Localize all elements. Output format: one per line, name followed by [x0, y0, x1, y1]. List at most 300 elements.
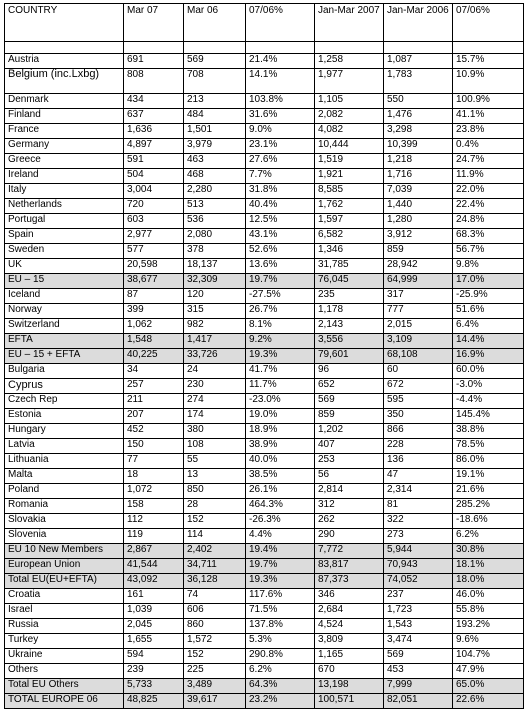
jan-mar-2007-cell: 1,519: [315, 154, 384, 169]
jan-mar-2006-cell: 1,218: [384, 154, 453, 169]
ytd-change-cell: 23.8%: [453, 124, 524, 139]
table-row: [5, 409, 524, 424]
jan-mar-2007-cell: 31,785: [315, 259, 384, 274]
jan-mar-2007-cell: 1,165: [315, 649, 384, 664]
sales-table: [4, 3, 524, 709]
country-cell: Denmark: [5, 94, 124, 109]
ytd-change-cell: 60.0%: [453, 364, 524, 379]
country-cell: Spain: [5, 229, 124, 244]
table-row: [5, 319, 524, 334]
ytd-change-cell: 30.8%: [453, 544, 524, 559]
mar-07-cell: 40,225: [124, 349, 184, 364]
mar-06-cell: 152: [184, 649, 246, 664]
country-cell: EU 10 New Members: [5, 544, 124, 559]
country-cell: Italy: [5, 184, 124, 199]
ytd-change-cell: 51.6%: [453, 304, 524, 319]
jan-mar-2007-cell: 569: [315, 394, 384, 409]
jan-mar-2006-cell: 3,912: [384, 229, 453, 244]
mar-06-cell: 536: [184, 214, 246, 229]
table-row: [5, 469, 524, 484]
jan-mar-2006-cell: 569: [384, 649, 453, 664]
table-row: [5, 679, 524, 694]
month-change-cell: 14.1%: [246, 69, 315, 94]
mar-07-cell: 591: [124, 154, 184, 169]
ytd-change-cell: 285.2%: [453, 499, 524, 514]
jan-mar-2007-cell: 235: [315, 289, 384, 304]
jan-mar-2006-cell: 81: [384, 499, 453, 514]
ytd-change-cell: 17.0%: [453, 274, 524, 289]
table-row: [5, 69, 524, 94]
header-month-change: 07/06%: [246, 4, 315, 42]
mar-06-cell: 32,309: [184, 274, 246, 289]
jan-mar-2007-cell: 290: [315, 529, 384, 544]
jan-mar-2006-cell: 672: [384, 379, 453, 394]
header-mar-07: Mar 07: [124, 4, 184, 42]
mar-07-cell: 720: [124, 199, 184, 214]
ytd-change-cell: 22.0%: [453, 184, 524, 199]
table-row: [5, 304, 524, 319]
mar-07-cell: 239: [124, 664, 184, 679]
month-change-cell: 8.1%: [246, 319, 315, 334]
country-cell: Germany: [5, 139, 124, 154]
month-change-cell: 31.8%: [246, 184, 315, 199]
ytd-change-cell: 16.9%: [453, 349, 524, 364]
mar-07-cell: 1,039: [124, 604, 184, 619]
table-row: [5, 454, 524, 469]
header-jan-mar-2007: Jan-Mar 2007: [315, 4, 384, 42]
jan-mar-2007-cell: 87,373: [315, 574, 384, 589]
month-change-cell: 52.6%: [246, 244, 315, 259]
month-change-cell: 40.0%: [246, 454, 315, 469]
jan-mar-2006-cell: 1,543: [384, 619, 453, 634]
month-change-cell: -26.3%: [246, 514, 315, 529]
jan-mar-2007-cell: 83,817: [315, 559, 384, 574]
jan-mar-2007-cell: 3,556: [315, 334, 384, 349]
table-row: [5, 154, 524, 169]
jan-mar-2007-cell: 7,772: [315, 544, 384, 559]
ytd-change-cell: 55.8%: [453, 604, 524, 619]
country-cell: Others: [5, 664, 124, 679]
ytd-change-cell: 6.2%: [453, 529, 524, 544]
jan-mar-2007-cell: 13,198: [315, 679, 384, 694]
jan-mar-2007-cell: 8,585: [315, 184, 384, 199]
ytd-change-cell: 11.9%: [453, 169, 524, 184]
mar-06-cell: 174: [184, 409, 246, 424]
jan-mar-2006-cell: 7,999: [384, 679, 453, 694]
mar-06-cell: 850: [184, 484, 246, 499]
ytd-change-cell: 104.7%: [453, 649, 524, 664]
table-row: [5, 349, 524, 364]
country-cell: EU – 15: [5, 274, 124, 289]
mar-07-cell: 1,548: [124, 334, 184, 349]
table-body: [5, 4, 524, 709]
jan-mar-2006-cell: 1,783: [384, 69, 453, 94]
table-row: [5, 139, 524, 154]
jan-mar-2006-cell: 70,943: [384, 559, 453, 574]
mar-06-cell: 24: [184, 364, 246, 379]
month-change-cell: 71.5%: [246, 604, 315, 619]
mar-06-cell: 36,128: [184, 574, 246, 589]
jan-mar-2006-cell: 82,051: [384, 694, 453, 709]
country-cell: Turkey: [5, 634, 124, 649]
jan-mar-2006-cell: 228: [384, 439, 453, 454]
mar-07-cell: 1,062: [124, 319, 184, 334]
jan-mar-2007-cell: 3,809: [315, 634, 384, 649]
mar-07-cell: 112: [124, 514, 184, 529]
mar-06-cell: 860: [184, 619, 246, 634]
mar-06-cell: 1,501: [184, 124, 246, 139]
mar-06-cell: 315: [184, 304, 246, 319]
spacer-cell: [453, 42, 524, 54]
jan-mar-2006-cell: 3,298: [384, 124, 453, 139]
table-row: [5, 589, 524, 604]
jan-mar-2007-cell: 253: [315, 454, 384, 469]
month-change-cell: 11.7%: [246, 379, 315, 394]
table-row: [5, 199, 524, 214]
month-change-cell: 19.7%: [246, 559, 315, 574]
mar-07-cell: 34: [124, 364, 184, 379]
header-row: [5, 4, 524, 42]
header-ytd-change: 07/06%: [453, 4, 524, 42]
mar-07-cell: 4,897: [124, 139, 184, 154]
country-cell: UK: [5, 259, 124, 274]
country-cell: Cyprus: [5, 379, 124, 394]
month-change-cell: 18.9%: [246, 424, 315, 439]
ytd-change-cell: 86.0%: [453, 454, 524, 469]
jan-mar-2006-cell: 136: [384, 454, 453, 469]
mar-07-cell: 504: [124, 169, 184, 184]
jan-mar-2007-cell: 1,597: [315, 214, 384, 229]
jan-mar-2006-cell: 1,280: [384, 214, 453, 229]
mar-06-cell: 2,080: [184, 229, 246, 244]
month-change-cell: 290.8%: [246, 649, 315, 664]
mar-06-cell: 1,417: [184, 334, 246, 349]
mar-07-cell: 808: [124, 69, 184, 94]
jan-mar-2007-cell: 407: [315, 439, 384, 454]
country-cell: Iceland: [5, 289, 124, 304]
mar-07-cell: 211: [124, 394, 184, 409]
jan-mar-2006-cell: 453: [384, 664, 453, 679]
table-row: [5, 604, 524, 619]
mar-06-cell: 152: [184, 514, 246, 529]
table-row: [5, 169, 524, 184]
jan-mar-2007-cell: 2,814: [315, 484, 384, 499]
ytd-change-cell: 21.6%: [453, 484, 524, 499]
mar-06-cell: 13: [184, 469, 246, 484]
ytd-change-cell: 68.3%: [453, 229, 524, 244]
ytd-change-cell: -25.9%: [453, 289, 524, 304]
mar-06-cell: 28: [184, 499, 246, 514]
jan-mar-2006-cell: 866: [384, 424, 453, 439]
table-row: [5, 619, 524, 634]
country-cell: Croatia: [5, 589, 124, 604]
mar-07-cell: 691: [124, 54, 184, 69]
country-cell: Bulgaria: [5, 364, 124, 379]
ytd-change-cell: 47.9%: [453, 664, 524, 679]
country-cell: Slovenia: [5, 529, 124, 544]
month-change-cell: 4.4%: [246, 529, 315, 544]
jan-mar-2006-cell: 2,015: [384, 319, 453, 334]
mar-06-cell: 513: [184, 199, 246, 214]
month-change-cell: 26.1%: [246, 484, 315, 499]
mar-07-cell: 119: [124, 529, 184, 544]
spacer-cell: [315, 42, 384, 54]
table-row: [5, 529, 524, 544]
mar-07-cell: 87: [124, 289, 184, 304]
table-row: [5, 214, 524, 229]
mar-06-cell: 3,489: [184, 679, 246, 694]
jan-mar-2007-cell: 262: [315, 514, 384, 529]
ytd-change-cell: 24.8%: [453, 214, 524, 229]
jan-mar-2007-cell: 1,258: [315, 54, 384, 69]
mar-06-cell: 708: [184, 69, 246, 94]
jan-mar-2007-cell: 4,082: [315, 124, 384, 139]
jan-mar-2007-cell: 96: [315, 364, 384, 379]
country-cell: Russia: [5, 619, 124, 634]
country-cell: Latvia: [5, 439, 124, 454]
spacer-cell: [384, 42, 453, 54]
month-change-cell: 27.6%: [246, 154, 315, 169]
ytd-change-cell: 6.4%: [453, 319, 524, 334]
table-row: [5, 439, 524, 454]
ytd-change-cell: 65.0%: [453, 679, 524, 694]
mar-07-cell: 399: [124, 304, 184, 319]
jan-mar-2007-cell: 79,601: [315, 349, 384, 364]
mar-07-cell: 2,045: [124, 619, 184, 634]
ytd-change-cell: 22.6%: [453, 694, 524, 709]
month-change-cell: 21.4%: [246, 54, 315, 69]
jan-mar-2007-cell: 1,977: [315, 69, 384, 94]
month-change-cell: 6.2%: [246, 664, 315, 679]
mar-07-cell: 434: [124, 94, 184, 109]
ytd-change-cell: 38.8%: [453, 424, 524, 439]
month-change-cell: 38.5%: [246, 469, 315, 484]
ytd-change-cell: 10.9%: [453, 69, 524, 94]
jan-mar-2006-cell: 777: [384, 304, 453, 319]
mar-07-cell: 603: [124, 214, 184, 229]
jan-mar-2006-cell: 1,723: [384, 604, 453, 619]
jan-mar-2006-cell: 7,039: [384, 184, 453, 199]
month-change-cell: 41.7%: [246, 364, 315, 379]
jan-mar-2006-cell: 74,052: [384, 574, 453, 589]
jan-mar-2006-cell: 1,087: [384, 54, 453, 69]
ytd-change-cell: 9.6%: [453, 634, 524, 649]
mar-06-cell: 230: [184, 379, 246, 394]
ytd-change-cell: 22.4%: [453, 199, 524, 214]
header-mar-06: Mar 06: [184, 4, 246, 42]
ytd-change-cell: 24.7%: [453, 154, 524, 169]
table-row: [5, 664, 524, 679]
month-change-cell: 9.0%: [246, 124, 315, 139]
mar-07-cell: 3,004: [124, 184, 184, 199]
table-row: [5, 694, 524, 709]
table-row: [5, 94, 524, 109]
country-cell: Norway: [5, 304, 124, 319]
jan-mar-2006-cell: 3,109: [384, 334, 453, 349]
mar-06-cell: 18,137: [184, 259, 246, 274]
header-country: COUNTRY: [5, 4, 124, 42]
country-cell: Belgium (inc.Lxbg): [5, 69, 124, 94]
jan-mar-2006-cell: 322: [384, 514, 453, 529]
ytd-change-cell: -4.4%: [453, 394, 524, 409]
country-cell: Estonia: [5, 409, 124, 424]
month-change-cell: 19.7%: [246, 274, 315, 289]
table-row: [5, 649, 524, 664]
mar-06-cell: 33,726: [184, 349, 246, 364]
jan-mar-2006-cell: 1,476: [384, 109, 453, 124]
spacer-cell: [124, 42, 184, 54]
mar-06-cell: 55: [184, 454, 246, 469]
ytd-change-cell: 41.1%: [453, 109, 524, 124]
country-cell: Total EU Others: [5, 679, 124, 694]
spacer-cell: [5, 42, 124, 54]
country-cell: Austria: [5, 54, 124, 69]
month-change-cell: 23.1%: [246, 139, 315, 154]
jan-mar-2006-cell: 237: [384, 589, 453, 604]
country-cell: Ireland: [5, 169, 124, 184]
ytd-change-cell: 18.1%: [453, 559, 524, 574]
jan-mar-2007-cell: 859: [315, 409, 384, 424]
mar-07-cell: 41,544: [124, 559, 184, 574]
ytd-change-cell: 56.7%: [453, 244, 524, 259]
month-change-cell: 137.8%: [246, 619, 315, 634]
table-row: [5, 259, 524, 274]
jan-mar-2006-cell: 1,716: [384, 169, 453, 184]
header-jan-mar-2006: Jan-Mar 2006: [384, 4, 453, 42]
country-cell: Slovakia: [5, 514, 124, 529]
mar-07-cell: 161: [124, 589, 184, 604]
ytd-change-cell: 145.4%: [453, 409, 524, 424]
mar-07-cell: 1,655: [124, 634, 184, 649]
ytd-change-cell: 193.2%: [453, 619, 524, 634]
ytd-change-cell: -3.0%: [453, 379, 524, 394]
mar-06-cell: 225: [184, 664, 246, 679]
jan-mar-2007-cell: 10,444: [315, 139, 384, 154]
table-row: [5, 574, 524, 589]
table-row: [5, 54, 524, 69]
country-cell: TOTAL EUROPE 06: [5, 694, 124, 709]
mar-07-cell: 452: [124, 424, 184, 439]
jan-mar-2007-cell: 1,921: [315, 169, 384, 184]
jan-mar-2007-cell: 1,202: [315, 424, 384, 439]
mar-07-cell: 150: [124, 439, 184, 454]
table-row: [5, 424, 524, 439]
mar-06-cell: 378: [184, 244, 246, 259]
jan-mar-2006-cell: 68,108: [384, 349, 453, 364]
jan-mar-2006-cell: 3,474: [384, 634, 453, 649]
country-cell: Ukraine: [5, 649, 124, 664]
jan-mar-2006-cell: 47: [384, 469, 453, 484]
table-row: [5, 394, 524, 409]
table-row: [5, 274, 524, 289]
mar-06-cell: 34,711: [184, 559, 246, 574]
table-row: [5, 184, 524, 199]
mar-07-cell: 594: [124, 649, 184, 664]
table-row: [5, 109, 524, 124]
jan-mar-2007-cell: 1,346: [315, 244, 384, 259]
table-row: [5, 364, 524, 379]
month-change-cell: 103.8%: [246, 94, 315, 109]
table-row: [5, 334, 524, 349]
country-cell: Portugal: [5, 214, 124, 229]
month-change-cell: 117.6%: [246, 589, 315, 604]
ytd-change-cell: 0.4%: [453, 139, 524, 154]
country-cell: Lithuania: [5, 454, 124, 469]
jan-mar-2007-cell: 56: [315, 469, 384, 484]
table-row: [5, 289, 524, 304]
table-row: [5, 559, 524, 574]
jan-mar-2007-cell: 2,082: [315, 109, 384, 124]
table-row: [5, 229, 524, 244]
jan-mar-2006-cell: 28,942: [384, 259, 453, 274]
month-change-cell: -23.0%: [246, 394, 315, 409]
mar-07-cell: 637: [124, 109, 184, 124]
ytd-change-cell: 78.5%: [453, 439, 524, 454]
mar-06-cell: 213: [184, 94, 246, 109]
country-cell: France: [5, 124, 124, 139]
mar-07-cell: 1,072: [124, 484, 184, 499]
table-row: [5, 379, 524, 394]
country-cell: Total EU(EU+EFTA): [5, 574, 124, 589]
jan-mar-2007-cell: 652: [315, 379, 384, 394]
month-change-cell: 464.3%: [246, 499, 315, 514]
mar-06-cell: 2,280: [184, 184, 246, 199]
table-row: [5, 244, 524, 259]
country-cell: Poland: [5, 484, 124, 499]
jan-mar-2007-cell: 346: [315, 589, 384, 604]
jan-mar-2007-cell: 100,571: [315, 694, 384, 709]
mar-06-cell: 606: [184, 604, 246, 619]
mar-07-cell: 77: [124, 454, 184, 469]
mar-07-cell: 20,598: [124, 259, 184, 274]
month-change-cell: 26.7%: [246, 304, 315, 319]
month-change-cell: 31.6%: [246, 109, 315, 124]
table-row: [5, 484, 524, 499]
mar-06-cell: 982: [184, 319, 246, 334]
country-cell: EFTA: [5, 334, 124, 349]
jan-mar-2007-cell: 1,178: [315, 304, 384, 319]
jan-mar-2006-cell: 317: [384, 289, 453, 304]
jan-mar-2007-cell: 6,582: [315, 229, 384, 244]
table-row: [5, 499, 524, 514]
mar-06-cell: 114: [184, 529, 246, 544]
country-cell: European Union: [5, 559, 124, 574]
jan-mar-2006-cell: 10,399: [384, 139, 453, 154]
jan-mar-2007-cell: 670: [315, 664, 384, 679]
month-change-cell: 7.7%: [246, 169, 315, 184]
spacer-cell: [246, 42, 315, 54]
jan-mar-2007-cell: 2,143: [315, 319, 384, 334]
jan-mar-2006-cell: 5,944: [384, 544, 453, 559]
jan-mar-2007-cell: 312: [315, 499, 384, 514]
jan-mar-2006-cell: 859: [384, 244, 453, 259]
jan-mar-2006-cell: 595: [384, 394, 453, 409]
ytd-change-cell: 46.0%: [453, 589, 524, 604]
country-cell: Hungary: [5, 424, 124, 439]
country-cell: EU – 15 + EFTA: [5, 349, 124, 364]
month-change-cell: 40.4%: [246, 199, 315, 214]
month-change-cell: 43.1%: [246, 229, 315, 244]
mar-06-cell: 3,979: [184, 139, 246, 154]
month-change-cell: 13.6%: [246, 259, 315, 274]
ytd-change-cell: 18.0%: [453, 574, 524, 589]
jan-mar-2007-cell: 1,762: [315, 199, 384, 214]
ytd-change-cell: 100.9%: [453, 94, 524, 109]
month-change-cell: 23.2%: [246, 694, 315, 709]
mar-06-cell: 120: [184, 289, 246, 304]
mar-06-cell: 74: [184, 589, 246, 604]
country-cell: Greece: [5, 154, 124, 169]
